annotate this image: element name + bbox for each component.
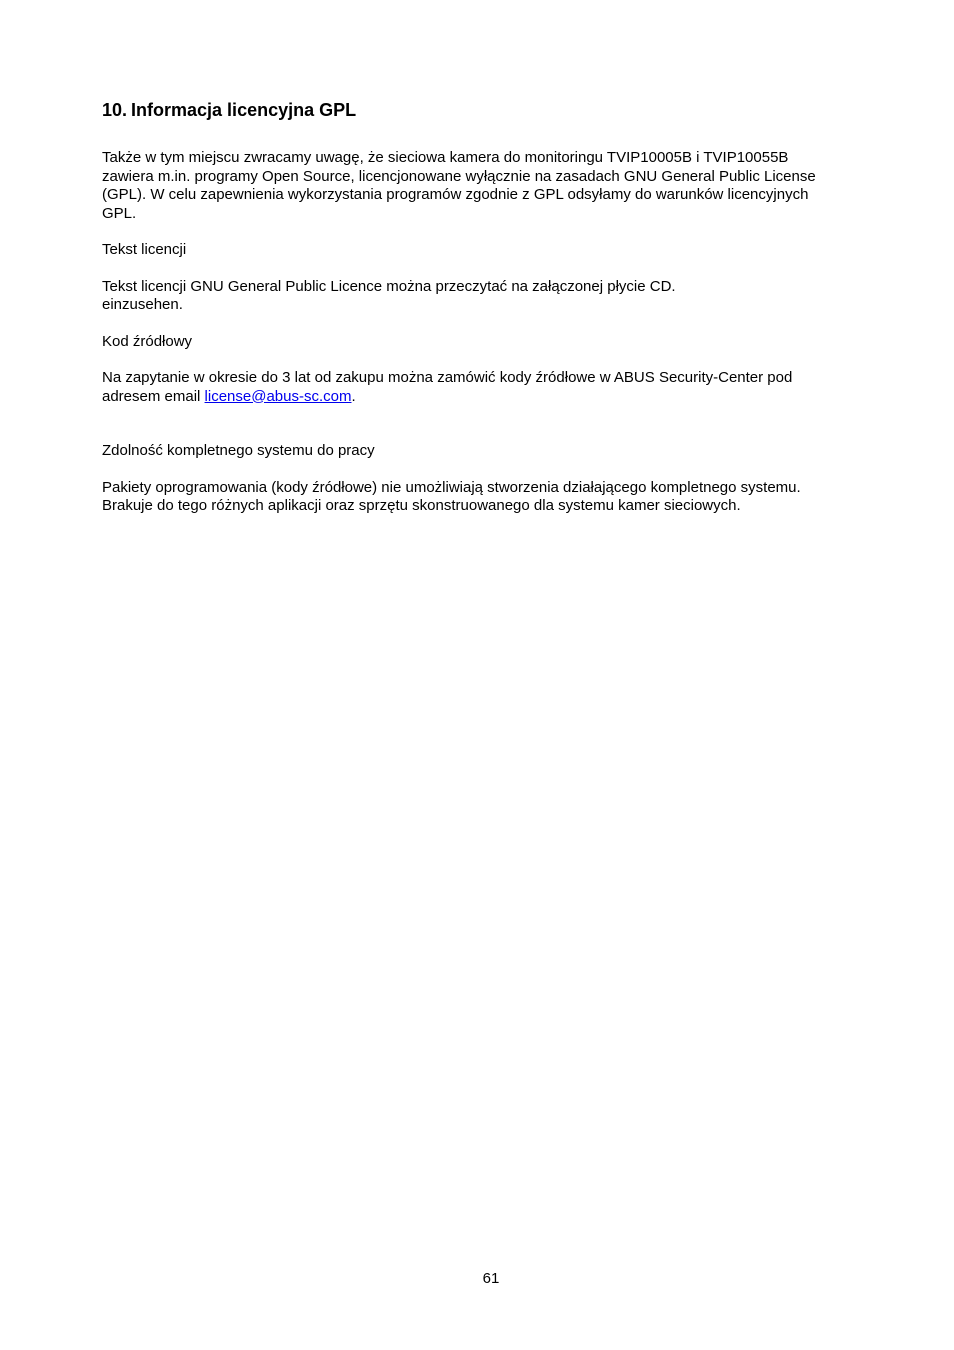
license-text-heading: Tekst licencji bbox=[102, 241, 187, 258]
license-text-paragraph bbox=[102, 278, 872, 315]
section-heading bbox=[102, 98, 872, 122]
intro-line: Także w tym miejscu zwracamy uwagę, że sieciowa kamera do monitoringu TVIP10005B i TVIP10055B bbox=[102, 149, 789, 166]
email-link[interactable]: license@abus-sc.com bbox=[204, 387, 352, 405]
source-code-heading: Kod źródłowy bbox=[102, 332, 193, 350]
intro-line: GPL. bbox=[102, 204, 137, 222]
source-code-line-prefix: adresem email bbox=[102, 387, 205, 405]
page-number: 61 bbox=[482, 1270, 500, 1287]
license-text-line: einzusehen. bbox=[102, 296, 183, 313]
source-code-line: Na zapytanie w okresie do 3 lat od zakupu można zamówić kody źródłowe w ABUS Security-Center pod bbox=[102, 369, 793, 386]
system-heading: Zdolność kompletnego systemu do pracy bbox=[102, 442, 375, 459]
source-code-line-suffix: . bbox=[351, 387, 356, 405]
section-title: Informacja licencyjna GPL bbox=[131, 100, 357, 120]
intro-line: zawiera m.in. programy Open Source, licencjonowane wyłącznie na zasadach GNU General Public License bbox=[102, 167, 816, 185]
system-paragraph bbox=[102, 479, 872, 516]
intro-line: (GPL). W celu zapewnienia wykorzystania programów zgodnie z GPL odsyłamy do warunków licencyjnych bbox=[102, 186, 809, 203]
intro-paragraph bbox=[102, 149, 872, 223]
system-line: Brakuje do tego różnych aplikacji oraz sprzętu skonstruowanego dla systemu kamer sieciowych. bbox=[102, 497, 741, 514]
source-code-paragraph bbox=[102, 369, 872, 406]
system-line: Pakiety oprogramowania (kody źródłowe) nie umożliwiają stworzenia działającego kompletnego systemu. bbox=[102, 478, 801, 496]
document-page bbox=[102, 98, 872, 534]
license-text-line: Tekst licencji GNU General Public Licence można przeczytać na załączonej płycie CD. bbox=[102, 277, 676, 295]
section-number: 10. bbox=[102, 100, 128, 120]
